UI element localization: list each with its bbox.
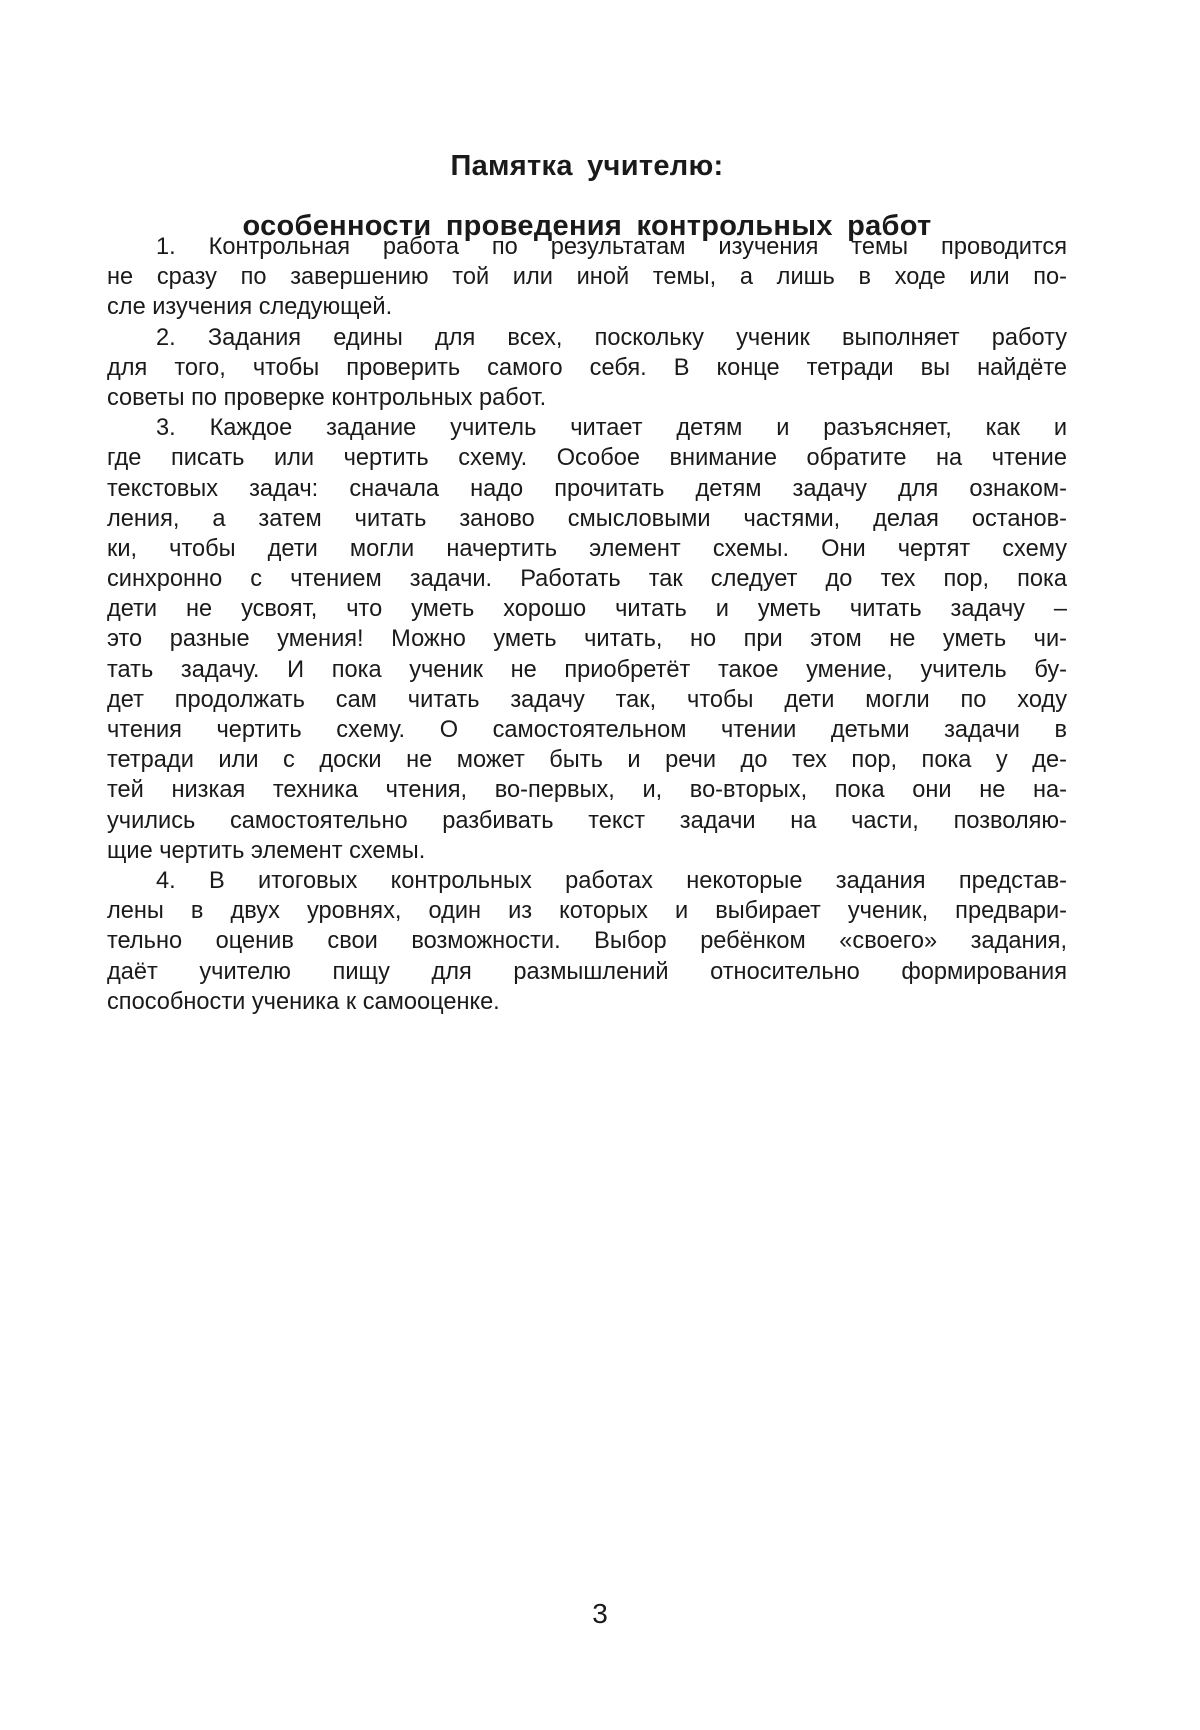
paragraph-2-line-3: советы по проверке контрольных работ. [107,384,547,411]
paragraph-3-line-3: текстовых задач: сначала надо прочитать детям задачу для ознаком- [107,475,1067,502]
paragraph-3-line-11: чтения чертить схему. О самостоятельном чтении детьми задачи в [107,717,1067,743]
paragraph-1-line-2: не сразу по завершению той или иной темы, а лишь в ходе или по- [107,264,1067,291]
paragraph-3-line-13: тей низкая техника чтения, во-первых, и, во-вторых, пока они не на- [107,777,1067,804]
paragraph-3-line-4: ления, а затем читать заново смысловыми частями, делая останов- [107,505,1067,532]
paragraph-3-line-8: это разные умения! Можно уметь читать, но при этом не уметь чи- [107,626,1067,653]
paragraph-3-line-10: дет продолжать сам читать задачу так, чтобы дети могли по ходу [107,686,1067,713]
title-line-1: Памятка учителю: [450,150,724,182]
paragraph-4-line-5: способности ученика к самооценке. [107,988,500,1015]
body-text [107,232,1067,1017]
paragraph-1-line-1: 1. Контрольная работа по результатам изучения темы проводится [156,234,1067,260]
paragraph-3-line-5: ки, чтобы дети могли начертить элемент схемы. Они чертят схему [107,535,1067,562]
paragraph-4-line-1: 4. В итоговых контрольных работах некоторые задания представ- [156,867,1067,894]
paragraph-4-line-2: лены в двух уровнях, один из которых и выбирает ученик, предвари- [107,898,1067,925]
paragraph-2-line-1: 2. Задания едины для всех, поскольку ученик выполняет работу [156,324,1067,351]
paragraph-3-line-1: 3. Каждое задание учитель читает детям и разъясняет, как и [156,415,1067,442]
paragraph-4-line-4: даёт учителю пищу для размышлений относительно формирования [107,958,1067,985]
paragraph-4-line-3: тельно оценив свои возможности. Выбор ребёнком «своего» задания, [107,928,1067,955]
title-line-2: особенности проведения контрольных работ [242,210,932,242]
paragraph-2-line-2: для того, чтобы проверить самого себя. В конце тетради вы найдёте [107,354,1067,381]
paragraph-3-line-7: дети не усвоят, что уметь хорошо читать и уметь читать задачу – [107,596,1067,623]
paragraph-1-line-3: сле изучения следующей. [107,294,393,321]
paragraph-3-line-14: учились самостоятельно разбивать текст задачи на части, позволяю- [107,807,1067,834]
paragraph-3-line-6: синхронно с чтением задачи. Работать так следует до тех пор, пока [107,566,1067,593]
paragraph-3-line-9: тать задачу. И пока ученик не приобретёт такое умение, учитель бу- [107,656,1067,683]
paragraph-3-line-2: где писать или чертить схему. Особое внимание обратите на чтение [107,445,1067,472]
paragraph-3-line-12: тетради или с доски не может быть и речи до тех пор, пока у де- [107,747,1067,774]
page-number: 3 [592,1598,608,1629]
paragraph-3-line-15: щие чертить элемент схемы. [107,837,426,864]
